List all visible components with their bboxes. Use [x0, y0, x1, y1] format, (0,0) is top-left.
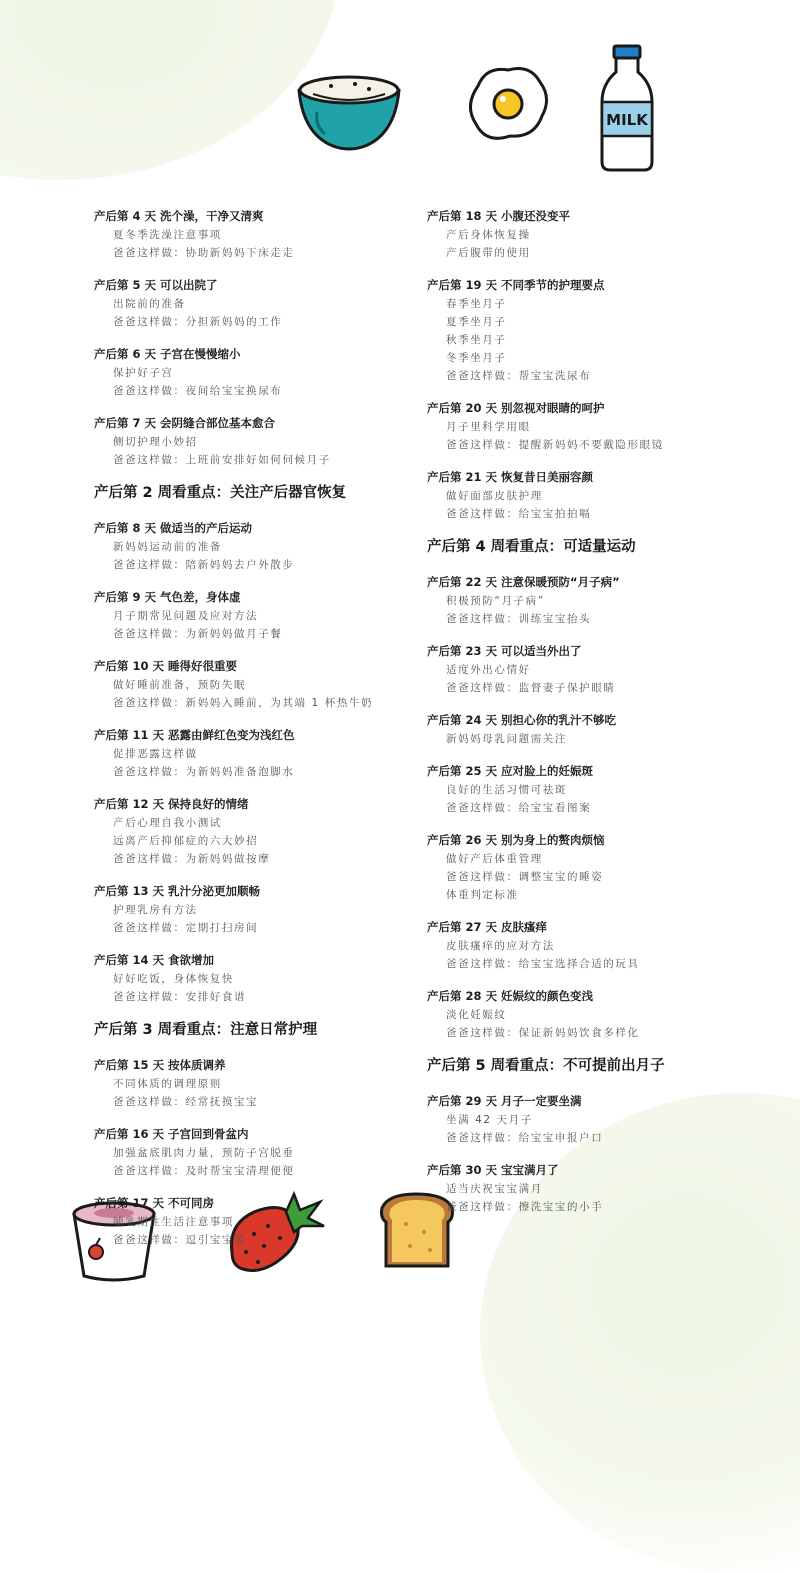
cereal-bowl-icon [295, 72, 403, 152]
subtopic-line: 爸爸这样做：擦洗宝宝的小手 [446, 1201, 604, 1213]
subtopic-line: 爸爸这样做：给宝宝拍拍嗝 [446, 508, 592, 520]
contents-entry [94, 794, 454, 868]
subtopic-line: 爸爸这样做：及时帮宝宝清理便便 [113, 1165, 295, 1177]
subtopic-line: 爸爸这样做：为新妈妈准备泡脚水 [113, 766, 295, 778]
contents-entry [427, 710, 787, 748]
contents-entry [427, 1160, 787, 1216]
week-heading: 产后第 2 周看重点：关注产后器官恢复 [94, 485, 347, 501]
subtopic-line: 哺乳期性生活注意事项 [113, 1216, 234, 1228]
contents-column-right [427, 206, 787, 1229]
subtopic-line: 做好面部皮肤护理 [446, 490, 543, 502]
subtopic-line: 爸爸这样做：经常抚摸宝宝 [113, 1096, 259, 1108]
contents-entry [94, 344, 454, 400]
contents-entry [427, 830, 787, 904]
contents-entry [427, 275, 787, 385]
contents-entry [427, 1091, 787, 1147]
subtopic-line: 爸爸这样做：为新妈妈做按摩 [113, 853, 271, 865]
subtopic-line: 爸爸这样做：分担新妈妈的工作 [113, 316, 283, 328]
day-title: 产后第 22 天 注意保暖预防“月子病” [427, 575, 620, 589]
day-title: 产后第 11 天 恶露由鲜红色变为浅红色 [94, 728, 295, 742]
day-title: 产后第 26 天 别为身上的赘肉烦恼 [427, 833, 605, 847]
subtopic-line: 不同体质的调理原则 [113, 1078, 222, 1090]
day-title: 产后第 9 天 气色差，身体虚 [94, 590, 241, 604]
day-title: 产后第 4 天 洗个澡，干净又清爽 [94, 209, 264, 223]
subtopic-line: 月子期常见问题及应对方法 [113, 610, 259, 622]
subtopic-line: 爸爸这样做：夜间给宝宝换尿布 [113, 385, 283, 397]
contents-entry [427, 641, 787, 697]
subtopic-line: 积极预防“月子病” [446, 595, 545, 607]
subtopic-line: 冬季坐月子 [446, 352, 507, 364]
subtopic-line: 皮肤瘙痒的应对方法 [446, 940, 555, 952]
subtopic-line: 爸爸这样做：陪新妈妈去户外散步 [113, 559, 295, 571]
background-blob-top-left [0, 0, 340, 180]
milk-bottle-icon [598, 44, 656, 172]
contents-entry [94, 725, 454, 781]
subtopic-line: 坐满 42 天月子 [446, 1114, 533, 1126]
subtopic-line: 体重判定标准 [446, 889, 519, 901]
subtopic-line: 爸爸这样做：提醒新妈妈不要戴隐形眼镜 [446, 439, 664, 451]
subtopic-line: 做好睡前准备，预防失眠 [113, 679, 247, 691]
day-title: 产后第 30 天 宝宝满月了 [427, 1163, 559, 1177]
subtopic-line: 新妈妈运动前的准备 [113, 541, 222, 553]
subtopic-line: 淡化妊娠纹 [446, 1009, 507, 1021]
subtopic-line: 爸爸这样做：监督妻子保护眼睛 [446, 682, 616, 694]
subtopic-line: 爸爸这样做：安排好食谱 [113, 991, 247, 1003]
contents-entry [94, 275, 454, 331]
subtopic-line: 爸爸这样做：帮宝宝洗尿布 [446, 370, 592, 382]
week-heading: 产后第 5 周看重点：不可提前出月子 [427, 1058, 665, 1074]
day-title: 产后第 12 天 保持良好的情绪 [94, 797, 249, 811]
subtopic-line: 爸爸这样做：训练宝宝抬头 [446, 613, 592, 625]
subtopic-line: 爸爸这样做：新妈妈入睡前，为其端 1 杯热牛奶 [113, 697, 374, 709]
contents-column-left [94, 206, 454, 1262]
day-title: 产后第 27 天 皮肤瘙痒 [427, 920, 548, 934]
subtopic-line: 爸爸这样做：协助新妈妈下床走走 [113, 247, 295, 259]
day-title: 产后第 18 天 小腹还没变平 [427, 209, 571, 223]
subtopic-line: 爸爸这样做：定期打扫房间 [113, 922, 259, 934]
fried-egg-icon [464, 64, 550, 144]
day-title: 产后第 5 天 可以出院了 [94, 278, 218, 292]
subtopic-line: 爸爸这样做：逗引宝宝笑 [113, 1234, 247, 1246]
subtopic-line: 产后腹带的使用 [446, 247, 531, 259]
subtopic-line: 夏季坐月子 [446, 316, 507, 328]
subtopic-line: 爸爸这样做：上班前安排好如何伺候月子 [113, 454, 331, 466]
day-title: 产后第 14 天 食欲增加 [94, 953, 215, 967]
day-title: 产后第 28 天 妊娠纹的颜色变浅 [427, 989, 594, 1003]
contents-entry [94, 587, 454, 643]
day-title: 产后第 19 天 不同季节的护理要点 [427, 278, 605, 292]
day-title: 产后第 6 天 子宫在慢慢缩小 [94, 347, 241, 361]
week-heading: 产后第 4 周看重点：可适量运动 [427, 539, 636, 555]
subtopic-line: 春季坐月子 [446, 298, 507, 310]
subtopic-line: 爸爸这样做：给宝宝看图案 [446, 802, 592, 814]
day-title: 产后第 10 天 睡得好很重要 [94, 659, 238, 673]
contents-entry [427, 572, 787, 628]
contents-entry [94, 656, 454, 712]
contents-entry [427, 467, 787, 523]
day-title: 产后第 21 天 恢复昔日美丽容颜 [427, 470, 594, 484]
contents-entry [94, 950, 454, 1006]
day-title: 产后第 24 天 别担心你的乳汁不够吃 [427, 713, 617, 727]
subtopic-line: 月子里科学用眼 [446, 421, 531, 433]
day-title: 产后第 15 天 按体质调养 [94, 1058, 226, 1072]
subtopic-line: 远离产后抑郁症的六大妙招 [113, 835, 259, 847]
subtopic-line: 产后心理自我小测试 [113, 817, 222, 829]
day-title: 产后第 8 天 做适当的产后运动 [94, 521, 253, 535]
subtopic-line: 做好产后体重管理 [446, 853, 543, 865]
contents-entry [427, 761, 787, 817]
milk-label: MILK [606, 111, 648, 129]
subtopic-line: 护理乳房有方法 [113, 904, 198, 916]
subtopic-line: 爸爸这样做：给宝宝申报户口 [446, 1132, 604, 1144]
subtopic-line: 促排恶露这样做 [113, 748, 198, 760]
day-title: 产后第 16 天 子宫回到骨盆内 [94, 1127, 249, 1141]
day-title: 产后第 20 天 别忽视对眼睛的呵护 [427, 401, 605, 415]
contents-entry [427, 917, 787, 973]
contents-entry [94, 518, 454, 574]
subtopic-line: 适度外出心情好 [446, 664, 531, 676]
subtopic-line: 爸爸这样做：保证新妈妈饮食多样化 [446, 1027, 640, 1039]
subtopic-line: 好好吃饭，身体恢复快 [113, 973, 234, 985]
contents-entry [94, 881, 454, 937]
day-title: 产后第 17 天 不可同房 [94, 1196, 215, 1210]
subtopic-line: 产后身体恢复操 [446, 229, 531, 241]
subtopic-line: 爸爸这样做：为新妈妈做月子餐 [113, 628, 283, 640]
contents-entry [427, 206, 787, 262]
day-title: 产后第 25 天 应对脸上的妊娠斑 [427, 764, 594, 778]
subtopic-line: 爸爸这样做：给宝宝选择合适的玩具 [446, 958, 640, 970]
subtopic-line: 出院前的准备 [113, 298, 186, 310]
subtopic-line: 良好的生活习惯可祛斑 [446, 784, 567, 796]
subtopic-line: 秋季坐月子 [446, 334, 507, 346]
subtopic-line: 新妈妈母乳问题需关注 [446, 733, 567, 745]
subtopic-line: 侧切护理小妙招 [113, 436, 198, 448]
contents-entry [94, 1193, 454, 1249]
contents-entry [94, 1124, 454, 1180]
subtopic-line: 加强盆底肌肉力量，预防子宫脱垂 [113, 1147, 295, 1159]
contents-entry [427, 986, 787, 1042]
day-title: 产后第 29 天 月子一定要坐满 [427, 1094, 582, 1108]
day-title: 产后第 13 天 乳汁分泌更加顺畅 [94, 884, 261, 898]
contents-entry [94, 413, 454, 469]
contents-entry [94, 206, 454, 262]
subtopic-line: 保护好子宫 [113, 367, 174, 379]
subtopic-line: 爸爸这样做：调整宝宝的睡姿 [446, 871, 604, 883]
subtopic-line: 夏冬季洗澡注意事项 [113, 229, 222, 241]
contents-entry [94, 1055, 454, 1111]
day-title: 产后第 7 天 会阴缝合部位基本愈合 [94, 416, 276, 430]
subtopic-line: 适当庆祝宝宝满月 [446, 1183, 543, 1195]
week-heading: 产后第 3 周看重点：注意日常护理 [94, 1022, 318, 1038]
contents-entry [427, 398, 787, 454]
day-title: 产后第 23 天 可以适当外出了 [427, 644, 582, 658]
